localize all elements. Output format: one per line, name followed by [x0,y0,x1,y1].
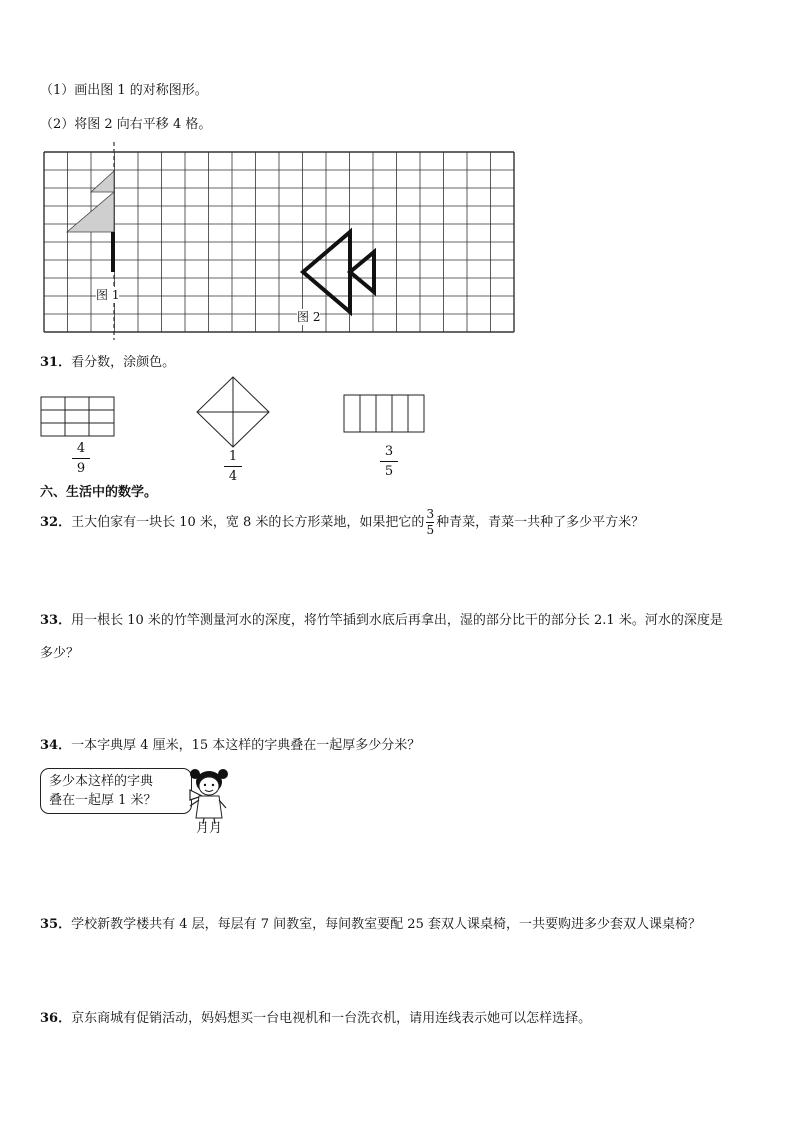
denominator: 9 [76,461,86,476]
numerator: 3 [426,507,435,521]
numerator: 1 [228,449,238,464]
question-text-before: 王大伯家有一块长 10 米，宽 8 米的长方形菜地，如果把它的 [71,515,425,530]
denominator: 5 [384,464,394,479]
question-33-line-2: 多少？ [40,646,80,661]
question-text: 京东商城有促销活动，妈妈想买一台电视机和一台洗衣机，请用连线表示她可以怎样选择。 [71,1011,592,1026]
question-35 [40,917,701,933]
numerator: 4 [76,441,86,456]
bubble-line-2: 叠在一起厚 1 米？ [49,793,157,808]
section-6-title: 六、生活中的数学。 [40,485,158,500]
question-number: 35． [40,917,72,932]
figure-2-label: 图 2 [297,310,321,324]
girl-body [196,796,222,818]
question-text: 用一根长 10 米的竹竿测量河水的深度，将竹竿插到水底后再拿出，湿的部分比干的部分长 2.1 米。河水的深度是 [71,613,723,628]
question-text: 一本字典厚 4 厘米，15 本这样的字典叠在一起厚多少分米？ [71,738,421,753]
question-number: 36． [40,1011,72,1026]
sub-question-2: （2）将图 2 向右平移 4 格。 [40,117,212,132]
denominator: 5 [426,523,435,537]
girl-face [199,777,219,795]
question-number: 32． [40,515,72,530]
question-text: 看分数，涂颜色。 [71,355,176,370]
numerator: 3 [384,444,394,459]
question-number: 31． [40,355,72,370]
question-number: 33． [40,613,72,628]
question-text: 学校新教学楼共有 4 层，每层有 7 间教室，每间教室要配 25 套双人课桌椅，一共要购进多少套双人课桌椅？ [71,917,701,932]
question-36 [40,1011,591,1027]
denominator: 4 [228,469,238,484]
character-name: 月月 [196,821,223,836]
bubble-line-1: 多少本这样的字典 [49,774,154,789]
sub-question-1: （1）画出图 1 的对称图形。 [40,83,208,98]
question-number: 34． [40,738,72,753]
figure-1-label: 图 1 [96,288,120,302]
question-text-after: 种青菜，青菜一共种了多少平方米？ [436,515,645,530]
